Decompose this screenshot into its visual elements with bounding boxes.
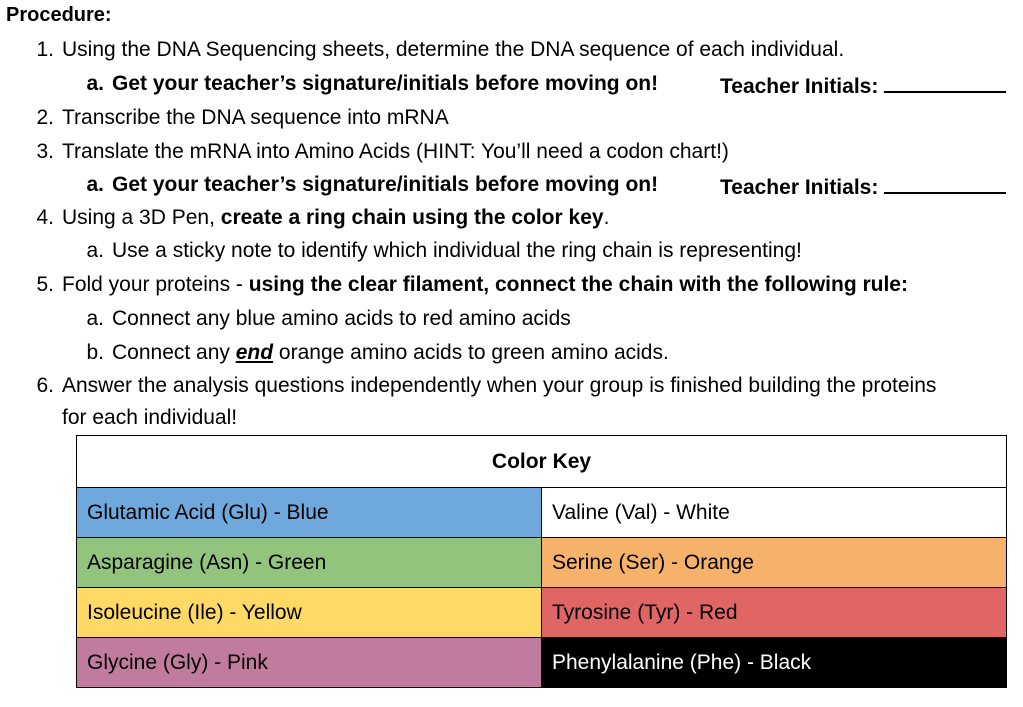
color-key-header-row: [77, 436, 1007, 488]
step-text-bold: using the clear filament, connect the chain with the following rule:: [248, 273, 908, 296]
color-key-cell-tyrosine: Tyrosine (Tyr) - Red: [542, 588, 1007, 638]
step-number: 3.: [36, 140, 54, 163]
color-key-cell-isoleucine: Isoleucine (Ile) - Yellow: [77, 588, 542, 638]
initials-blank-line[interactable]: [884, 71, 1006, 93]
step-text-plain: Fold your proteins -: [62, 273, 249, 296]
color-key-cell-serine: Serine (Ser) - Orange: [542, 538, 1007, 588]
color-key-cell-glutamic-acid: Glutamic Acid (Glu) - Blue: [77, 488, 542, 538]
step-6-continuation: [62, 405, 237, 431]
substep-letter: a.: [86, 173, 104, 196]
teacher-initials-1: [720, 71, 1006, 100]
color-key-cell-phenylalanine: Phenylalanine (Phe) - Black: [542, 638, 1007, 688]
color-key-title: Color Key: [77, 436, 1007, 488]
substep-text-post: orange amino acids to green amino acids.: [273, 341, 669, 364]
step-text-plain: Using a 3D Pen,: [62, 206, 221, 229]
step-text: Translate the mRNA into Amino Acids (HINT: You’ll need a codon chart!): [62, 140, 729, 163]
substep-text: Use a sticky note to identify which individual the ring chain is representing!: [112, 239, 802, 262]
step-text-end: .: [603, 206, 610, 229]
color-key-cell-glycine: Glycine (Gly) - Pink: [77, 638, 542, 688]
substep-letter: b.: [86, 341, 104, 364]
substep-text: Connect any blue amino acids to red amino acids: [112, 307, 571, 330]
substep-letter: a.: [86, 239, 104, 262]
substep-text: Get your teacher’s signature/initials before moving on!: [112, 72, 659, 95]
substep-text: Get your teacher’s signature/initials before moving on!: [112, 173, 659, 196]
procedure-heading: Procedure:: [6, 4, 112, 26]
substep-text: [112, 340, 669, 366]
step-number: 5.: [36, 273, 54, 296]
step-text-line-1: Answer the analysis questions independently when your group is finished building the proteins: [62, 374, 937, 397]
step-number: 1.: [36, 38, 54, 61]
color-key-row: [77, 538, 1007, 588]
step-number: 4.: [36, 206, 54, 229]
step-text: [62, 205, 609, 231]
initials-blank-line[interactable]: [884, 172, 1006, 194]
color-key-cell-asparagine: Asparagine (Asn) - Green: [77, 538, 542, 588]
substep-letter: a.: [86, 72, 104, 95]
step-text-line-2: for each individual!: [62, 406, 238, 429]
step-text: Using the DNA Sequencing sheets, determine the DNA sequence of each individual.: [62, 38, 845, 61]
color-key-row: [77, 488, 1007, 538]
step-text: [62, 272, 908, 298]
substep-letter: a.: [86, 307, 104, 330]
initials-label: Teacher Initials:: [720, 176, 879, 199]
color-key-row: [77, 638, 1007, 688]
substep-text-emphasis: end: [235, 341, 274, 364]
color-key-table: [76, 435, 1007, 688]
teacher-initials-2: [720, 172, 1006, 201]
step-number: 2.: [36, 106, 54, 129]
step-text-bold: create a ring chain using the color key: [220, 206, 604, 229]
color-key-row: [77, 588, 1007, 638]
step-number: 6.: [36, 374, 54, 397]
step-text: Transcribe the DNA sequence into mRNA: [62, 106, 449, 129]
substep-text-pre: Connect any: [112, 341, 236, 364]
initials-label: Teacher Initials:: [720, 75, 879, 98]
color-key-cell-valine: Valine (Val) - White: [542, 488, 1007, 538]
